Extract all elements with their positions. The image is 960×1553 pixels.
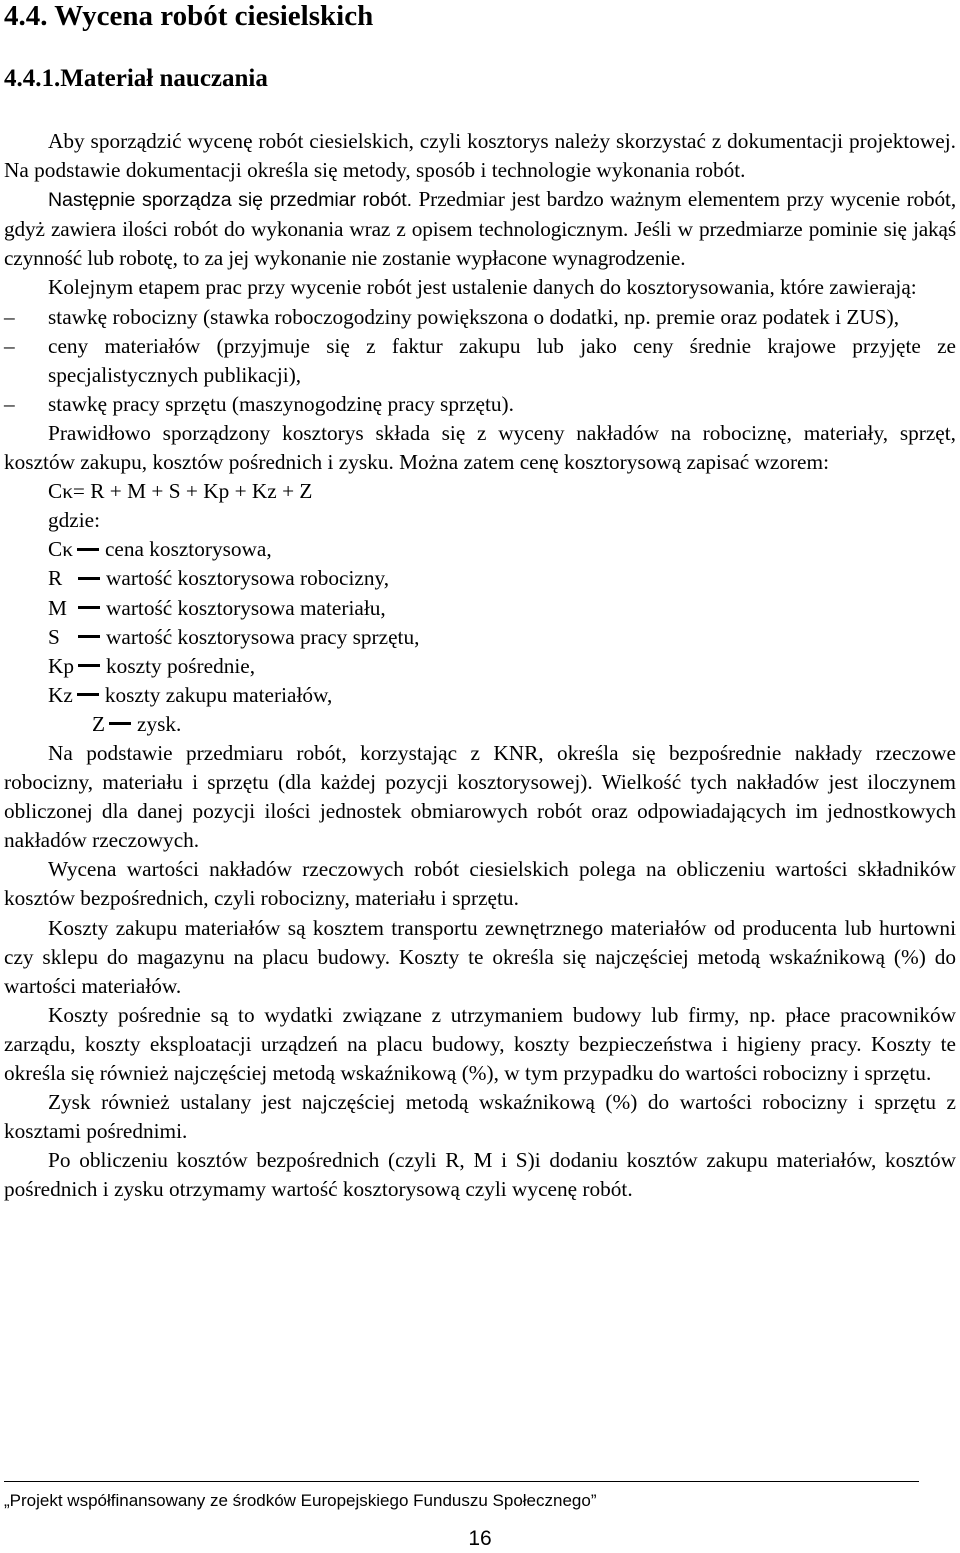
legend-symbol: R (48, 566, 63, 591)
legend-description: koszty pośrednie, (106, 653, 256, 678)
em-dash-mark (77, 548, 99, 551)
legend-item (4, 710, 956, 739)
list-item-text: stawkę pracy sprzętu (maszynogodzinę pracy sprzętu). (48, 391, 514, 416)
dash-bullet: – (4, 304, 15, 329)
list-item (4, 390, 956, 419)
footer-note: „Projekt współfinansowany ze środków Europejskiego Funduszu Społecznego” (4, 1491, 597, 1510)
legend-item (4, 623, 956, 652)
paragraph-wycena: Wycena wartości nakładów rzeczowych robót ciesielskich polega na obliczeniu wartości składników kosztów bezpośrednich, czyli robocizny, materiału i sprzętu. (4, 857, 956, 911)
legend-description: cena kosztorysowa, (104, 537, 272, 562)
legend-item (4, 535, 956, 564)
em-dash-mark (78, 577, 100, 580)
legend-description: wartość kosztorysowa robocizny, (106, 566, 390, 591)
dash-bullet: – (4, 391, 15, 416)
paragraph-kolejnym-etapem: Kolejnym etapem prac przy wycenie robót jest ustalenie danych do kosztorysowania, które zawierają: (48, 275, 917, 300)
paragraph-przedmiar-rest: Przedmiar jest bardzo ważnym elementem przy wycenie robót, gdyż zawiera ilości robót do wykonania wraz z opisem technologicznym. Jeśli w przedmiarze pominie się jakąś czynność lub robotę, to za jej wykonanie nie zostanie wypłacone wynagrodzenie. (4, 187, 956, 271)
list-item (4, 303, 956, 332)
subsection-heading: 4.4.1.Materiał nauczania (4, 65, 268, 92)
list-item-text: ceny materiałów (przyjmuje się z faktur zakupu lub jako ceny średnie krajowe przyjęte ze specjalistycznych publikacji), (48, 333, 956, 387)
section-heading: 4.4. Wycena robót ciesielskich (4, 0, 374, 32)
paragraph-koszty-posrednie: Koszty pośrednie są to wydatki związane z utrzymaniem budowy lub firmy, np. płace pracowników zarządu, koszty eksploatacji urządzeń na placu budowy, koszty bezpieczeństwa i higieny pracy. Koszty te określa się również najczęściej metodą wskaźnikową (%), w tym przypadku do wartości robocizny i sprzętu. (4, 1002, 956, 1085)
body-text (4, 127, 956, 1204)
legend-description: wartość kosztorysowa materiału, (106, 595, 386, 620)
legend-item (4, 564, 956, 593)
legend-item (4, 594, 956, 623)
legend-symbol: Kz (48, 682, 73, 707)
formula-where-label: gdzie: (48, 508, 101, 533)
paragraph-knr: Na podstawie przedmiaru robót, korzystając z KNR, określa się bezpośrednie nakłady rzeczowe robocizny, materiału i sprzętu (dla każdej pozycji kosztorysowej). Wielkość tych nakładów jest iloczynem obliczonej dla danej pozycji ilości jednostek obmiarowych robót oraz odpowiadających im jednostkowych nakładów rzeczowych. (4, 740, 956, 853)
em-dash-mark (78, 606, 100, 609)
legend-symbol: Cκ (48, 537, 73, 562)
legend-item (4, 652, 956, 681)
paragraph-zysk: Zysk również ustalany jest najczęściej metodą wskaźnikową (%) do wartości robocizny i sprzętu z kosztami pośrednimi. (4, 1090, 956, 1144)
legend-description: koszty zakupu materiałów, (104, 682, 333, 707)
paragraph-przedmiar (4, 185, 956, 273)
legend-symbol: Z (92, 711, 106, 736)
legend-description: wartość kosztorysowa pracy sprzętu, (106, 624, 420, 649)
paragraph-przedmiar-lead: Następnie sporządza się przedmiar robót. (48, 189, 412, 212)
legend-description: zysk. (137, 711, 182, 736)
legend-symbol: S (48, 624, 60, 649)
page-number: 16 (468, 1527, 492, 1550)
em-dash-mark (77, 693, 99, 696)
legend-symbol: Kp (48, 653, 75, 678)
paragraph-prawidlowo: Prawidłowo sporządzony kosztorys składa się z wyceny nakładów na robociznę, materiały, sprzęt, kosztów zakupu, kosztów pośrednich i zysku. Można zatem cenę kosztorysową zapisać wzorem: (4, 420, 956, 475)
paragraph-koszty-zakupu: Koszty zakupu materiałów są kosztem transportu zewnętrznego materiałów od producenta lub hurtowni czy sklepu do magazynu na placu budowy. Koszty te określa się najczęściej metodą wskaźnikową (%) do wartości materiałów. (4, 915, 956, 998)
em-dash-mark (78, 664, 100, 667)
paragraph-podsumowanie: Po obliczeniu kosztów bezpośrednich (czyli R, M i S)i dodaniu kosztów zakupu materiałów, kosztów pośrednich i zysku otrzymamy wartość kosztorysową czyli wycenę robót. (4, 1148, 956, 1202)
cost-formula: Cκ= R + M + S + Kp + Kz + Z (48, 479, 313, 504)
footer-divider (4, 1481, 919, 1482)
em-dash-mark (78, 635, 100, 638)
paragraph-intro: Aby sporządzić wycenę robót ciesielskich, czyli kosztorys należy skorzystać z dokumentacji projektowej. Na podstawie dokumentacji określa się metody, sposób i technologie wykonania robót. (4, 129, 956, 183)
legend-item (4, 681, 956, 710)
legend-symbol: M (48, 595, 67, 620)
list-item-text: stawkę robocizny (stawka roboczogodziny powiększona o dodatki, np. premie oraz podatek i ZUS), (48, 304, 900, 329)
em-dash-mark (109, 722, 131, 725)
dash-bullet: – (4, 333, 15, 358)
list-item (4, 332, 956, 390)
